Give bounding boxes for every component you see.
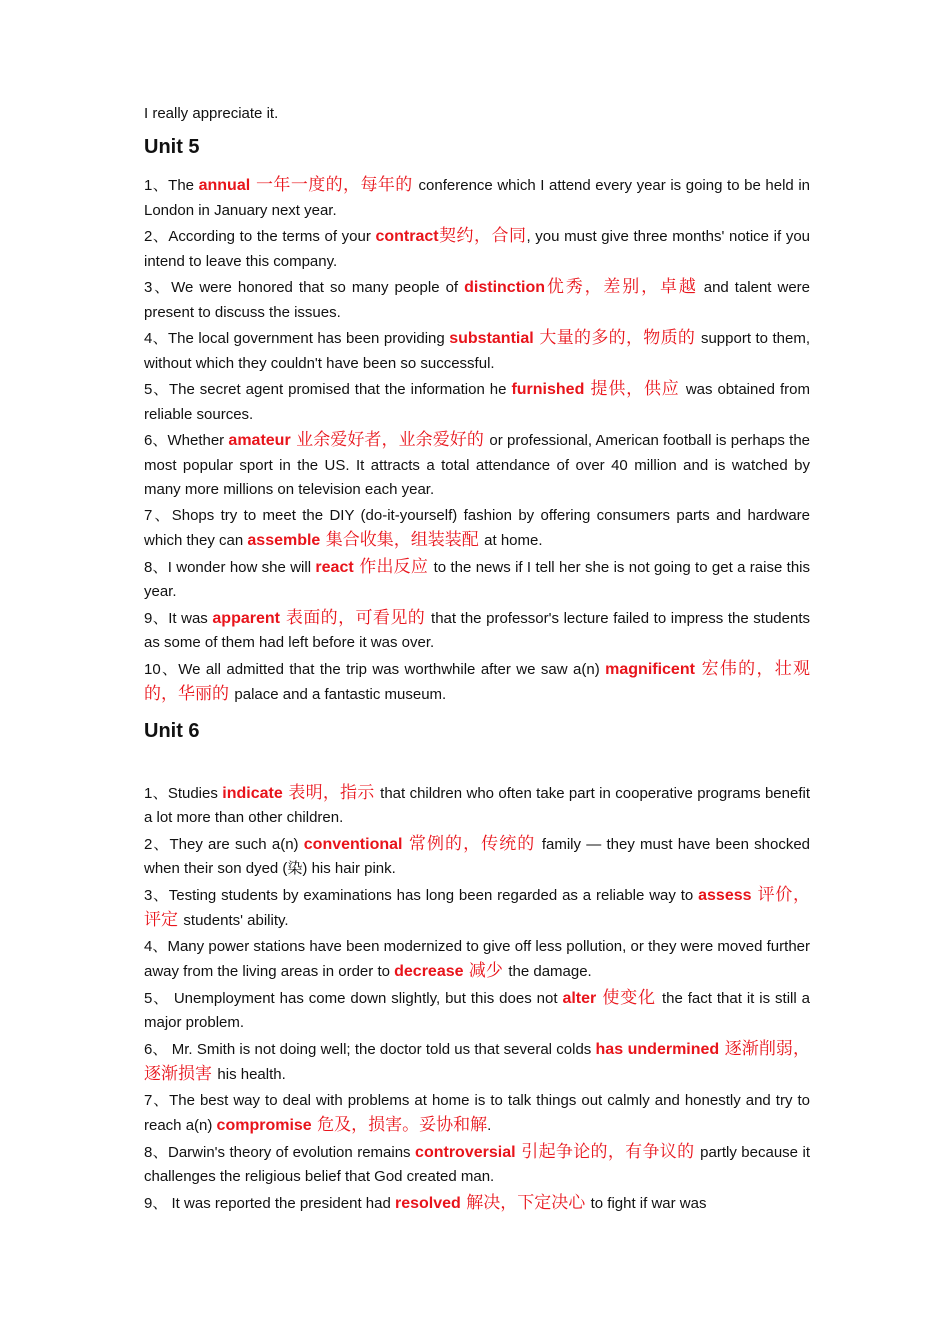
sentence-item [144, 606, 810, 656]
sentence-text-after: the damage. [508, 963, 592, 980]
sentence-number: 7、 [144, 506, 172, 524]
sentence-text-before: It was [168, 609, 213, 627]
sentence-text-before: Studies [167, 784, 223, 802]
sentence-item [144, 224, 810, 274]
sentence-number: 9、 [144, 609, 169, 627]
sentence-text-before: The [168, 177, 199, 194]
sentence-text-before: Many power stations have been modernized to give off less pollution, or they were moved further away from the living areas in order to [144, 937, 810, 980]
intro-line: I really appreciate it. [144, 105, 279, 122]
sentence-text-before: Mr. Smith is not doing well; the doctor told us that several colds [167, 1040, 596, 1058]
sentence-text-after: . [487, 1117, 492, 1134]
sentence-item [144, 1089, 810, 1139]
sentence-number: 8、 [144, 558, 168, 576]
answer-translation: 宏伟的，壮观的，华丽的 [144, 658, 811, 704]
answer-translation: 优秀，差别，卓越 [545, 277, 698, 297]
sentence-text-after: students' ability. [183, 912, 289, 929]
sentence-number: 2、 [144, 835, 170, 853]
sentence-text-before: Shops try to meet the DIY (do-it-yourself) fashion by offering consumers parts and hardware which they can [144, 506, 810, 549]
sentence-number: 3、 [144, 886, 169, 904]
answer-word: compromise [216, 1117, 312, 1134]
sentence-text-after: was obtained from reliable sources. [144, 381, 810, 423]
sentence-number: 2、 [144, 228, 169, 245]
answer-word: decrease [394, 963, 464, 980]
sentence-text-before: We were honored that so many people of [171, 279, 465, 296]
sentence-text-before: Whether [167, 432, 229, 449]
sentence-item [144, 935, 810, 985]
sentence-text-after: at home. [484, 532, 543, 549]
sentence-item [144, 173, 810, 223]
sentence-item [144, 275, 810, 325]
sentence-number: 10、 [144, 660, 179, 678]
sentence-text-after: conference which I attend every year is going to be held in London in January next year. [144, 177, 811, 219]
sentence-text-before: The secret agent promised that the information he [168, 381, 512, 398]
sentence-number: 5、 [144, 381, 169, 398]
answer-translation: 一年一度的，每年的 [250, 175, 419, 195]
answer-word: substantial [449, 330, 534, 347]
sentence-text-after: support to them, without which they couldn't have been so successful. [144, 330, 810, 372]
sentence-text-after: family — they must have been shocked when their son dyed (染) his hair pink. [144, 835, 811, 877]
sentence-number: 4、 [144, 937, 168, 955]
sentence-number: 9、 [144, 1194, 168, 1212]
answer-translation: 解决，下定决心 [460, 1192, 591, 1213]
answer-word: assess [698, 886, 752, 904]
answer-translation: 大量的多的，物质的 [533, 328, 701, 348]
answer-translation: 作出反应 [353, 556, 434, 577]
sentence-item [144, 781, 810, 831]
answer-translation: 契约，合同 [438, 226, 527, 246]
sentence-text-after: partly because it challenges the religious belief that God created man. [144, 1143, 810, 1185]
answer-translation: 常例的，传统的 [402, 833, 542, 854]
sentence-text-after: to fight if war was [590, 1194, 707, 1212]
sentence-number: 1、 [144, 177, 169, 194]
unit-5-title: Unit 5 [144, 136, 200, 158]
answer-word: amateur [228, 432, 291, 449]
answer-word: indicate [222, 784, 283, 802]
sentence-text-after: palace and a fantastic museum. [234, 686, 447, 703]
sentence-text-after: the fact that it is still a major problem. [144, 989, 810, 1031]
sentence-text-after: that the professor's lecture failed to impress the students as some of them had left before it was over. [144, 609, 811, 651]
sentence-text-before: They are such a(n) [169, 835, 304, 853]
answer-word: has undermined [595, 1040, 720, 1058]
answer-translation: 表面的，可看见的 [279, 607, 432, 628]
answer-translation: 评价，评定 [144, 884, 811, 930]
answer-word: assemble [247, 532, 321, 549]
answer-translation: 减少 [463, 961, 509, 981]
sentence-item [144, 428, 810, 503]
sentence-item [144, 504, 810, 554]
sentence-item [144, 657, 810, 708]
answer-translation: 使变化 [596, 987, 662, 1008]
document-page [144, 96, 810, 1217]
sentence-text-before: Darwin's theory of evolution remains [167, 1143, 416, 1161]
sentence-text-before: It was reported the president had [167, 1194, 395, 1212]
answer-translation: 提供，供应 [584, 379, 686, 399]
answer-word: conventional [303, 835, 403, 853]
answer-word: controversial [415, 1143, 516, 1161]
sentence-number: 5、 [144, 989, 169, 1007]
sentence-text-before: According to the terms of your [168, 228, 376, 245]
sentence-number: 6、 [144, 432, 168, 449]
unit-6-title: Unit 6 [144, 719, 200, 742]
answer-translation: 危及，损害。妥协和解 [311, 1115, 488, 1135]
sentence-item [144, 986, 810, 1036]
sentence-number: 8、 [144, 1143, 168, 1161]
sentence-number: 4、 [144, 330, 168, 347]
sentence-item [144, 832, 810, 882]
sentence-item [144, 555, 810, 605]
answer-word: resolved [394, 1194, 461, 1212]
sentence-text-before: Testing students by examinations has long been regarded as a reliable way to [168, 886, 699, 904]
sentence-text-after: or professional, American football is perhaps the most popular sport in the US. It attracts a total attendance of over 40 million and is watched by many more millions on television each year. [144, 432, 811, 498]
sentence-text-before: Unemployment has come down slightly, but this does not [168, 989, 563, 1007]
sentence-item [144, 1037, 810, 1088]
sentence-text-before: I wonder how she will [167, 558, 316, 576]
sentence-number: 1、 [144, 784, 168, 802]
sentence-text-before: We all admitted that the trip was worthwhile after we saw a(n) [178, 660, 606, 678]
answer-translation: 表明，指示 [282, 782, 381, 803]
answer-word: annual [198, 177, 251, 194]
answer-word: contract [375, 228, 439, 245]
sentence-item [144, 377, 810, 427]
sentence-text-after: and talent were present to discuss the issues. [144, 279, 811, 321]
answer-translation: 业余爱好者，业余爱好的 [290, 430, 490, 450]
sentence-item [144, 883, 810, 934]
unit-5-sentence-list [144, 173, 810, 708]
sentence-number: 7、 [144, 1091, 170, 1109]
answer-word: furnished [511, 381, 585, 398]
sentence-item [144, 1140, 810, 1190]
sentence-text-before: The best way to deal with problems at home is to talk things out calmly and honestly and try to reach a(n) [144, 1091, 810, 1134]
answer-translation: 集合收集，组装装配 [320, 530, 485, 550]
unit-6-sentence-list [144, 781, 810, 1217]
sentence-text-after: that children who often take part in cooperative programs benefit a lot more than other children. [144, 784, 810, 826]
sentence-text-before: The local government has been providing [167, 330, 450, 347]
answer-translation: 逐渐削弱，逐渐损害 [144, 1038, 811, 1084]
sentence-text-after: his health. [217, 1066, 286, 1083]
sentence-number: 6、 [144, 1040, 168, 1058]
answer-word: react [315, 558, 354, 576]
sentence-item [144, 1191, 810, 1217]
answer-word: magnificent [605, 660, 695, 678]
answer-word: alter [562, 989, 597, 1007]
answer-word: apparent [212, 609, 280, 627]
sentence-number: 3、 [144, 279, 172, 296]
sentence-item [144, 326, 810, 376]
sentence-text-after: , you must give three months' notice if you intend to leave this company. [144, 228, 811, 270]
sentence-text-after: to the news if I tell her she is not going to get a raise this year. [144, 558, 811, 600]
answer-translation: 引起争论的，有争议的 [515, 1141, 701, 1162]
answer-word: distinction [464, 279, 546, 296]
